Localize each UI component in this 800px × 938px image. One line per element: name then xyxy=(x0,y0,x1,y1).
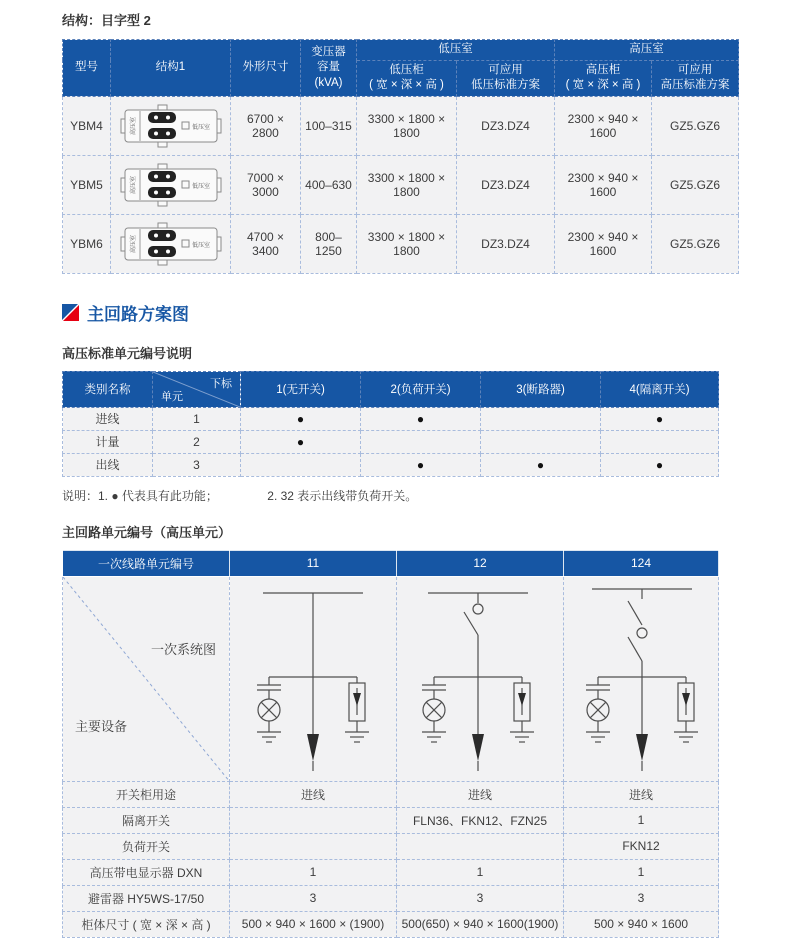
mark-cell xyxy=(601,430,719,453)
table-row xyxy=(63,430,719,453)
substation-plan-diagram xyxy=(118,221,224,267)
col-header-model: 型号 xyxy=(63,40,111,97)
col-header-hv-cabinet: 高压柜 ( 宽 × 深 × 高 ) xyxy=(555,60,652,96)
value-cell xyxy=(397,833,564,859)
cable-tab-icon xyxy=(158,260,167,265)
mark-cell: ● xyxy=(361,407,481,430)
transformer-icon xyxy=(148,187,176,198)
table-row xyxy=(63,214,739,273)
table-row xyxy=(63,407,719,430)
lv-room-label: 低压室 xyxy=(191,124,210,131)
structure-cell xyxy=(111,155,231,214)
col-header-unit-number: 一次线路单元编号 xyxy=(63,550,230,576)
transformer-icon xyxy=(148,128,176,139)
row-label: 开关柜用途 xyxy=(63,781,230,807)
dimensions-cell: 7000 × 3000 xyxy=(231,155,301,214)
mark-cell: ● xyxy=(481,453,601,476)
footnote xyxy=(62,487,800,504)
mark-cell xyxy=(361,430,481,453)
main-equipment-label: 主要设备 xyxy=(75,718,128,734)
model-cell: YBM4 xyxy=(63,96,111,155)
transformer-icon xyxy=(148,112,176,123)
col-group-lv-room: 低压室 xyxy=(357,40,555,61)
col-header-dimensions: 外形尺寸 xyxy=(231,40,301,97)
col-header-category: 类别名称 xyxy=(63,371,153,407)
capacity-cell: 800–1250 xyxy=(301,214,357,273)
hv-plan-cell: GZ5.GZ6 xyxy=(652,155,739,214)
hv-cabinet-cell: 2300 × 940 × 1600 xyxy=(555,155,652,214)
load-switch-icon xyxy=(628,628,647,661)
diagonal-label-subscript: 下标 xyxy=(210,377,232,390)
circuit-diagram-124 xyxy=(564,579,724,779)
value-cell: 1 xyxy=(397,859,564,885)
col-header-unit-124: 124 xyxy=(564,550,719,576)
lv-room-label: 低压室 xyxy=(191,242,210,249)
row-label: 负荷开关 xyxy=(63,833,230,859)
table-row xyxy=(63,807,719,833)
circuit-cell-12 xyxy=(397,576,564,781)
structure-cell xyxy=(111,214,231,273)
mark-cell: ● xyxy=(241,407,361,430)
sub-heading-numbering: 高压标准单元编号说明 xyxy=(62,345,193,361)
spec-table xyxy=(62,39,739,274)
value-cell: 进线 xyxy=(397,781,564,807)
value-cell xyxy=(230,807,397,833)
dimensions-cell: 4700 × 3400 xyxy=(231,214,301,273)
value-cell: 500(650) × 940 × 1600(1900) xyxy=(397,911,564,937)
hv-cabinet-cell: 2300 × 940 × 1600 xyxy=(555,96,652,155)
section-header xyxy=(62,300,800,325)
isolating-switch-icon xyxy=(628,601,642,625)
model-cell: YBM6 xyxy=(63,214,111,273)
mark-cell xyxy=(481,407,601,430)
value-cell: 1 xyxy=(564,859,719,885)
hv-room-label: 高压室 xyxy=(130,116,137,135)
feeder-arrow-icon xyxy=(636,734,648,771)
table-row xyxy=(63,781,719,807)
value-cell: 500 × 940 × 1600 xyxy=(564,911,719,937)
col-header-unit-11: 11 xyxy=(230,550,397,576)
table-row xyxy=(63,885,719,911)
lv-plan-cell: DZ3.DZ4 xyxy=(457,214,555,273)
category-cell: 进线 xyxy=(63,407,153,430)
substation-plan-diagram xyxy=(118,103,224,149)
value-cell: FLN36、FKN12、FZN25 xyxy=(397,807,564,833)
diagonal-split-cell xyxy=(63,576,230,781)
value-cell: 1 xyxy=(564,807,719,833)
one-line-diagram-label: 一次系统图 xyxy=(150,641,216,657)
circuit-cell-124 xyxy=(564,576,719,781)
cable-tab-icon xyxy=(158,142,167,147)
row-label: 柜体尺寸 ( 宽 × 深 × 高 ) xyxy=(63,911,230,937)
lv-plan-cell: DZ3.DZ4 xyxy=(457,96,555,155)
lv-plan-cell: DZ3.DZ4 xyxy=(457,155,555,214)
mark-cell: ● xyxy=(241,430,361,453)
capacity-cell: 400–630 xyxy=(301,155,357,214)
mark-cell xyxy=(241,453,361,476)
unit-cell: 1 xyxy=(153,407,241,430)
row-label: 高压带电显示器 DXN xyxy=(63,859,230,885)
diagonal-header-cell xyxy=(153,371,241,407)
hv-room-label: 高压室 xyxy=(130,234,137,253)
lv-cabinet-cell: 3300 × 1800 × 1800 xyxy=(357,155,457,214)
row-label: 避雷器 HY5WS-17/50 xyxy=(63,885,230,911)
value-cell: 500 × 940 × 1600 × (1900) xyxy=(230,911,397,937)
live-display-indicator-icon xyxy=(586,677,610,742)
mark-cell xyxy=(481,430,601,453)
cable-tab-icon xyxy=(158,105,167,110)
substation-plan-diagram xyxy=(118,162,224,208)
transformer-icon xyxy=(148,246,176,257)
hv-cabinet-cell: 2300 × 940 × 1600 xyxy=(555,214,652,273)
value-cell: 3 xyxy=(230,885,397,911)
cable-tab-icon xyxy=(158,223,167,228)
col-header-lv-plan: 可应用 低压标准方案 xyxy=(457,60,555,96)
live-display-indicator-icon xyxy=(257,677,281,742)
diagram-row xyxy=(63,576,719,781)
mark-cell: ● xyxy=(361,453,481,476)
hv-plan-cell: GZ5.GZ6 xyxy=(652,96,739,155)
table-row xyxy=(63,96,739,155)
surge-arrester-icon xyxy=(674,677,698,742)
col-header-structure: 结构1 xyxy=(111,40,231,97)
capacity-cell: 100–315 xyxy=(301,96,357,155)
value-cell: 3 xyxy=(397,885,564,911)
table-row xyxy=(63,453,719,476)
diagonal-label-unit: 单元 xyxy=(161,390,183,403)
unit-cell: 2 xyxy=(153,430,241,453)
footnote-1: 说明：1. ● 代表具有此功能； xyxy=(62,488,218,503)
dimensions-cell: 6700 × 2800 xyxy=(231,96,301,155)
table-row xyxy=(63,911,719,937)
col-header-unit-12: 12 xyxy=(397,550,564,576)
col-header-isolator: 4(隔离开关) xyxy=(601,371,719,407)
value-cell: FKN12 xyxy=(564,833,719,859)
surge-arrester-icon xyxy=(345,677,369,742)
transformer-icon xyxy=(148,230,176,241)
load-switch-icon xyxy=(464,604,483,635)
circuit-diagram-11 xyxy=(231,579,396,779)
footnote-2: 2. 32 表示出线带负荷开关。 xyxy=(267,488,418,503)
table-row xyxy=(63,155,739,214)
unit-table xyxy=(62,550,719,938)
circuit-cell-11 xyxy=(230,576,397,781)
feeder-arrow-icon xyxy=(307,734,319,771)
col-header-capacity: 变压器 容量 (kVA) xyxy=(301,40,357,97)
value-cell: 进线 xyxy=(564,781,719,807)
section-marker-icon xyxy=(62,304,79,321)
model-cell: YBM5 xyxy=(63,155,111,214)
cable-tab-icon xyxy=(158,164,167,169)
diagonal-dashed-line xyxy=(63,577,230,782)
col-header-no-switch: 1(无开关) xyxy=(241,371,361,407)
value-cell: 进线 xyxy=(230,781,397,807)
hv-plan-cell: GZ5.GZ6 xyxy=(652,214,739,273)
row-label: 隔离开关 xyxy=(63,807,230,833)
value-cell: 3 xyxy=(564,885,719,911)
sub-heading-unit-numbering: 主回路单元编号（高压单元） xyxy=(62,524,232,540)
transformer-icon xyxy=(148,171,176,182)
circuit-diagram-12 xyxy=(398,579,563,779)
table-row xyxy=(63,859,719,885)
col-header-lv-cabinet: 低压柜 ( 宽 × 深 × 高 ) xyxy=(357,60,457,96)
live-display-indicator-icon xyxy=(422,677,446,742)
value-cell: 1 xyxy=(230,859,397,885)
section-title: 主回路方案图 xyxy=(87,304,189,324)
table-row xyxy=(63,833,719,859)
mark-cell: ● xyxy=(601,407,719,430)
col-header-breaker: 3(断路器) xyxy=(481,371,601,407)
col-header-hv-plan: 可应用 高压标准方案 xyxy=(652,60,739,96)
hv-room-label: 高压室 xyxy=(130,175,137,194)
surge-arrester-icon xyxy=(510,677,534,742)
unit-cell: 3 xyxy=(153,453,241,476)
lv-cabinet-cell: 3300 × 1800 × 1800 xyxy=(357,214,457,273)
lv-cabinet-cell: 3300 × 1800 × 1800 xyxy=(357,96,457,155)
value-cell xyxy=(230,833,397,859)
col-header-load-switch: 2(负荷开关) xyxy=(361,371,481,407)
feeder-arrow-icon xyxy=(472,734,484,771)
structure-cell xyxy=(111,96,231,155)
mark-cell: ● xyxy=(601,453,719,476)
category-cell: 出线 xyxy=(63,453,153,476)
category-cell: 计量 xyxy=(63,430,153,453)
col-group-hv-room: 高压室 xyxy=(555,40,739,61)
page-title: 结构：目字型 2 xyxy=(62,13,151,28)
lv-room-label: 低压室 xyxy=(191,183,210,190)
scheme-matrix-table xyxy=(62,371,719,477)
cable-tab-icon xyxy=(158,201,167,206)
